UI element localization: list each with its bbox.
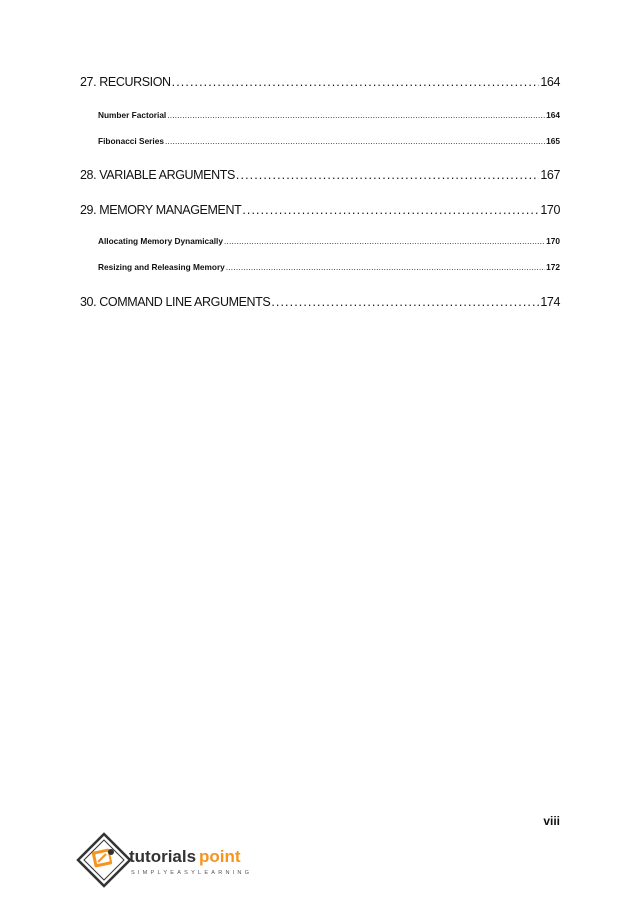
toc-chapter-command-line-arguments[interactable] [80, 295, 560, 309]
toc-section-fibonacci-series[interactable] [98, 136, 560, 146]
toc-title: Allocating Memory Dynamically [98, 236, 223, 246]
toc-page: 170 [546, 236, 560, 246]
toc-chapter-variable-arguments[interactable] [80, 168, 560, 182]
logo-tagline: SIMPLYEASYLEARNING [131, 870, 253, 876]
toc-section-number-factorial[interactable] [98, 110, 560, 120]
toc-title: Resizing and Releasing Memory [98, 262, 225, 272]
toc-chapter-memory-management[interactable] [80, 203, 560, 217]
dot-leader [271, 295, 539, 309]
toc-title: 28. VARIABLE ARGUMENTS [80, 168, 235, 182]
dot-leader [226, 262, 545, 272]
toc-page: 164 [540, 75, 560, 89]
toc-page: 174 [540, 295, 560, 309]
toc-section-resizing-memory[interactable] [98, 262, 560, 272]
dot-leader [172, 75, 540, 89]
toc-page: 170 [540, 203, 560, 217]
dot-leader [167, 110, 545, 120]
dot-leader [224, 236, 545, 246]
toc-chapter-recursion[interactable] [80, 75, 560, 89]
tutorialspoint-logo [76, 832, 266, 888]
toc-page: 164 [546, 110, 560, 120]
toc-section-allocating-memory[interactable] [98, 236, 560, 246]
toc-title: 29. MEMORY MANAGEMENT [80, 203, 242, 217]
toc-page: 167 [540, 168, 560, 182]
page-number: viii [543, 814, 560, 828]
toc-page: 165 [546, 136, 560, 146]
dot-leader [236, 168, 539, 182]
toc-title: 30. COMMAND LINE ARGUMENTS [80, 295, 271, 309]
logo-diamond-icon [78, 834, 130, 886]
toc-title: Fibonacci Series [98, 136, 164, 146]
logo-text-accent: point [199, 847, 241, 866]
toc-title: Number Factorial [98, 110, 167, 120]
toc-title: 27. RECURSION [80, 75, 171, 89]
toc-page: 172 [546, 262, 560, 272]
dot-leader [242, 203, 539, 217]
dot-leader [165, 136, 545, 146]
logo-text-main: tutorials [129, 847, 197, 866]
